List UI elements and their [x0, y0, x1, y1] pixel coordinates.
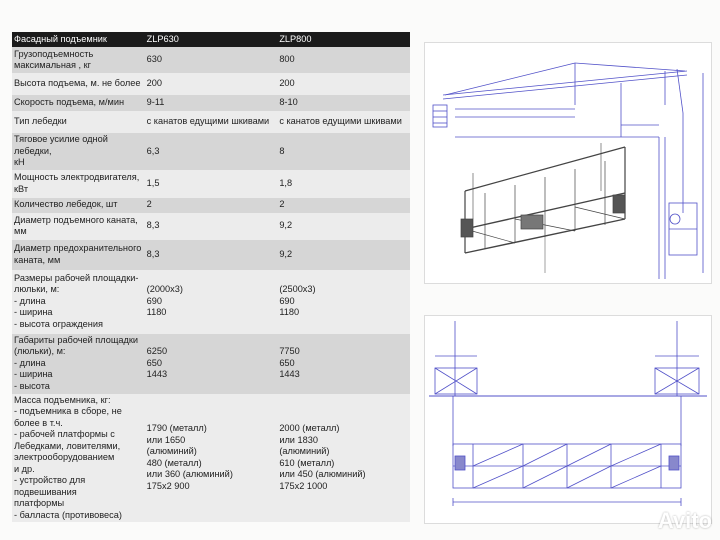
row-label: Масса подъемника, кг: - подъемника в сборе, не более в т.ч. - рабочей платформы с Лебедками, ловителями, электрооборудованием и др. - устройство для подвешивания платформы - балласта (противовеса): [12, 394, 145, 523]
header-cell: Фасадный подъемник: [12, 32, 145, 47]
zlp630-value: 1,5: [145, 170, 278, 198]
side-view-svg: [425, 43, 711, 283]
zlp630-value: 8,3: [145, 213, 278, 240]
front-view-drawing: [424, 315, 712, 524]
row-label: Скорость подъема, м/мин: [12, 95, 145, 111]
zlp800-value: 8: [277, 133, 410, 170]
front-view-svg: [425, 316, 711, 523]
table-row: [12, 240, 410, 270]
zlp800-value: 2000 (металл) или 1830 (алюминий) 610 (металл) или 450 (алюминий) 175x2 1000: [277, 394, 410, 523]
zlp630-value: 8,3: [145, 240, 278, 270]
zlp800-value: с канатов едущими шкивами: [277, 111, 410, 133]
zlp630-value: 9-11: [145, 95, 278, 111]
table-header-row: [12, 32, 410, 47]
table-row: [12, 73, 410, 95]
zlp630-value: 630: [145, 47, 278, 73]
zlp800-value: 8-10: [277, 95, 410, 111]
zlp800-value: 1,8: [277, 170, 410, 198]
table-row: [12, 334, 410, 394]
row-label: Тяговое усилие одной лебедки, кН: [12, 133, 145, 170]
zlp630-value: с канатов едущими шкивами: [145, 111, 278, 133]
zlp800-value: (2500x3) 690 1180: [277, 270, 410, 334]
zlp630-value: (2000x3) 690 1180: [145, 270, 278, 334]
zlp800-value: 7750 650 1443: [277, 334, 410, 394]
zlp630-value: 2: [145, 198, 278, 213]
table-row: [12, 47, 410, 73]
header-cell: ZLP800: [277, 32, 410, 47]
row-label: Мощность электродвигателя, кВт: [12, 170, 145, 198]
row-label: Грузоподъемность максимальная , кг: [12, 47, 145, 73]
table-row: [12, 270, 410, 334]
zlp800-value: 9,2: [277, 240, 410, 270]
zlp630-value: 200: [145, 73, 278, 95]
table-row: [12, 198, 410, 213]
zlp630-value: 1790 (металл) или 1650 (алюминий) 480 (металл) или 360 (алюминий) 175x2 900: [145, 394, 278, 523]
row-label: Тип лебедки: [12, 111, 145, 133]
row-label: Диаметр подъемного каната, мм: [12, 213, 145, 240]
spec-table: [12, 32, 410, 522]
row-label: Диаметр предохранительного каната, мм: [12, 240, 145, 270]
table-row: [12, 394, 410, 523]
zlp800-value: 9,2: [277, 213, 410, 240]
table-row: [12, 170, 410, 198]
zlp630-value: 6,3: [145, 133, 278, 170]
zlp630-value: 6250 650 1443: [145, 334, 278, 394]
side-view-drawing: [424, 42, 712, 284]
row-label: Количество лебедок, шт: [12, 198, 145, 213]
table-row: [12, 213, 410, 240]
zlp800-value: 800: [277, 47, 410, 73]
table-row: [12, 95, 410, 111]
zlp800-value: 200: [277, 73, 410, 95]
row-label: Размеры рабочей площадки- люльки, м: - длина - ширина - высота ограждения: [12, 270, 145, 334]
avito-logo: Avito: [657, 508, 712, 533]
row-label: Габариты рабочей площадки (люльки), м: - длина - ширина - высота: [12, 334, 145, 394]
zlp800-value: 2: [277, 198, 410, 213]
table-row: [12, 111, 410, 133]
header-cell: ZLP630: [145, 32, 278, 47]
table-row: [12, 133, 410, 170]
row-label: Высота подъема, м. не более: [12, 73, 145, 95]
